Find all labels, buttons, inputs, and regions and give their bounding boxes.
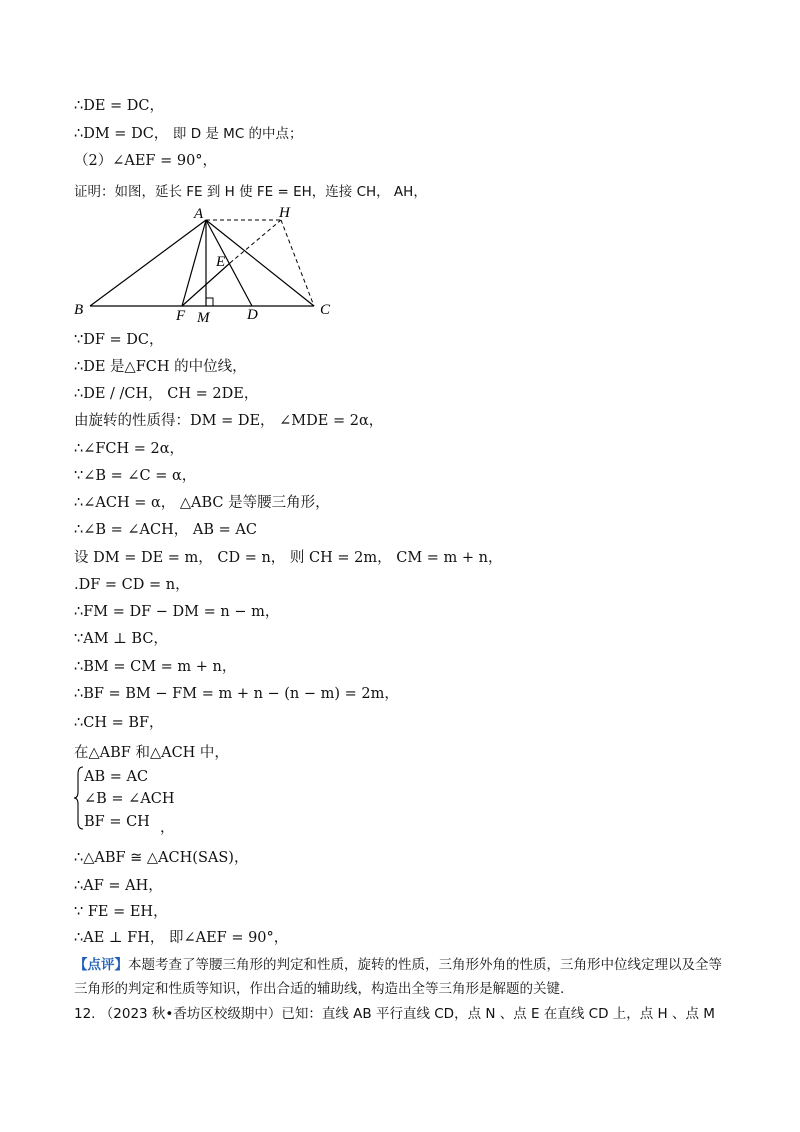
line-de-eq-dc: ∴DE = DC， — [74, 98, 165, 114]
question-12: 12. （2023 秋•香坊区校级期中）已知：直线 AB 平行直线 CD，点 N 、点 E 在直线 CD 上，点 H 、点 M — [74, 1006, 715, 1022]
line-bf-eq-2m: ∴BF = BM − FM = m + n − (n − m) = 2m， — [74, 686, 399, 702]
segment-ad — [206, 220, 252, 306]
label-m: M — [197, 310, 210, 324]
line-df-eq-dc: ∵DF = DC， — [74, 332, 164, 348]
label-e: E — [216, 254, 226, 270]
label-c: C — [320, 302, 331, 318]
line-angle-fch: ∴∠FCH = 2α， — [74, 441, 185, 457]
review-text: 本题考查了等腰三角形的判定和性质，旋转的性质，三角形外角的性质，三角形中位线定理以及全等三角形的判定和性质等知识，作出合适的辅助线，构造出全等三角形是解题的关键. — [74, 957, 722, 997]
label-b: B — [74, 302, 84, 318]
line-ab-eq-ac: ∴∠B = ∠ACH， AB = AC — [74, 522, 257, 538]
line-bm-eq-cm: ∴BM = CM = m + n， — [74, 659, 237, 675]
line-angle-ach: ∴∠ACH = α， △ABC 是等腰三角形， — [74, 495, 330, 511]
review-comment — [74, 953, 734, 1001]
line-df-eq-cd: .DF = CD = n， — [74, 577, 190, 593]
line-rotation-property: 由旋转的性质得：DM = DE， ∠MDE = 2α， — [74, 413, 384, 429]
system-comma: ， — [160, 820, 175, 836]
line-dm-eq-dc — [74, 124, 303, 144]
line-fe-eq-eh: ∵ FE = EH， — [74, 904, 168, 920]
line-de-parallel-ch: ∴DE / /CH， CH = 2DE， — [74, 386, 259, 402]
segment-ab — [90, 220, 206, 306]
label-a: A — [194, 206, 204, 222]
label-f: F — [176, 308, 186, 324]
system-brace — [74, 766, 84, 830]
system-row-3: BF = CH — [84, 814, 150, 830]
line-am-perp-bc: ∵AM ⊥ BC， — [74, 631, 168, 647]
line-in-triangles: 在△ABF 和△ACH 中， — [74, 745, 229, 761]
text-dm-eq-dc: ∴DM = DC， — [74, 126, 169, 142]
segment-eh-dashed — [230, 220, 281, 263]
line-angle-b-c: ∵∠B = ∠C = α， — [74, 468, 197, 484]
label-d: D — [247, 307, 258, 323]
line-fm: ∴FM = DF − DM = n − m， — [74, 604, 280, 620]
line-congruent: ∴△ABF ≅ △ACH(SAS)， — [74, 850, 249, 866]
line-af-eq-ah: ∴AF = AH， — [74, 878, 163, 894]
line-part2-claim: （2）∠AEF = 90°， — [74, 153, 218, 169]
line-proof-intro: 证明：如图，延长 FE 到 H 使 FE = EH，连接 CH， AH， — [74, 184, 427, 200]
line-let-m-n: 设 DM = DE = m， CD = n， 则 CH = 2m， CM = m + n， — [74, 550, 503, 566]
segment-af — [182, 220, 206, 306]
right-angle-mark — [206, 298, 213, 306]
system-row-1: AB = AC — [84, 769, 149, 785]
system-row-2: ∠B = ∠ACH — [84, 791, 175, 807]
line-ae-perp-fh: ∴AE ⊥ FH， 即∠AEF = 90°， — [74, 930, 289, 946]
text-d-midpoint: 即 D 是 MC 的中点； — [172, 126, 303, 142]
review-tag: 【点评】 — [74, 957, 128, 973]
line-ch-eq-bf: ∴CH = BF， — [74, 715, 164, 731]
geometry-figure — [70, 202, 340, 324]
line-de-midline: ∴DE 是△FCH 的中位线， — [74, 359, 247, 375]
label-h: H — [279, 205, 290, 221]
